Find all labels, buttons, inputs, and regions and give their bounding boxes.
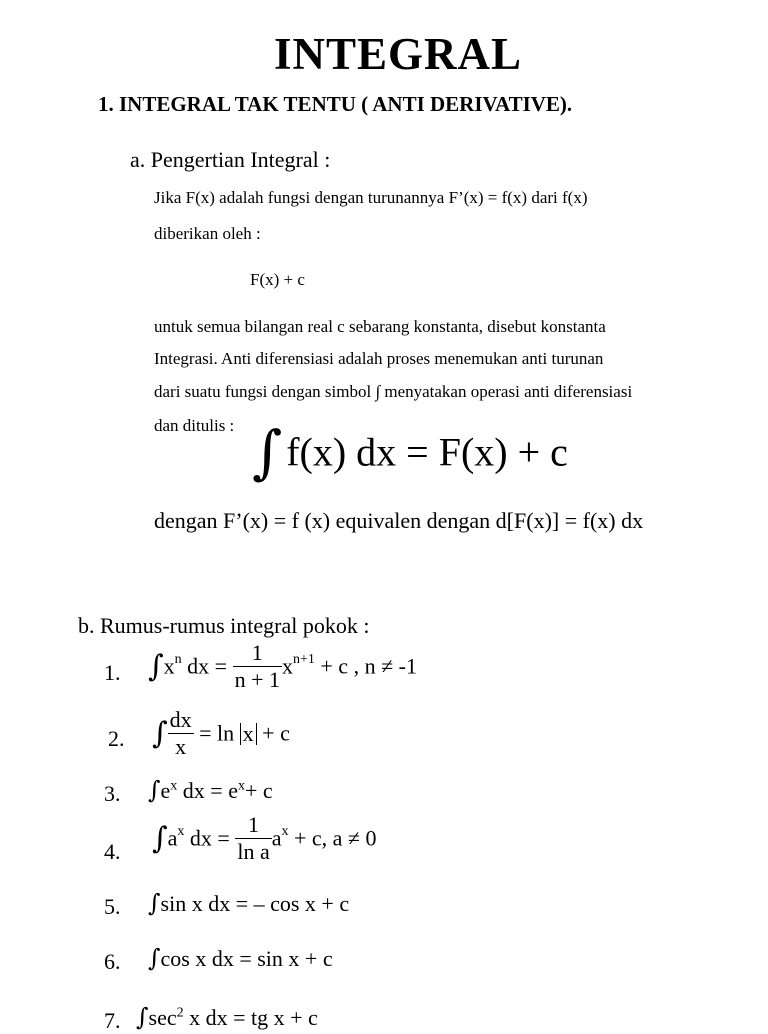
formula-term: + c , n ≠ -1: [314, 653, 417, 679]
absolute-value: x: [240, 723, 257, 745]
formula-number: 6.: [104, 949, 121, 974]
formula-7: [136, 1003, 318, 1031]
paragraph-line: Jika F(x) adalah fungsi dengan turunannya F’(x) = f(x) dari f(x): [154, 188, 588, 207]
formula-term: sin x dx = – cos x + c: [160, 891, 350, 916]
formula-term: sec: [148, 1005, 177, 1030]
formula-6: [148, 944, 333, 972]
integral-sign-icon: ∫: [136, 1003, 149, 1031]
fraction-numerator: 1: [251, 640, 263, 665]
section-heading: 1. INTEGRAL TAK TENTU ( ANTI DERIVATIVE).: [98, 92, 573, 116]
paragraph-line: untuk semua bilangan real c sebarang konstanta, disebut konstanta: [154, 317, 606, 336]
formula-term: cos x dx = sin x + c: [160, 946, 333, 971]
formula-4: [152, 812, 377, 865]
formula-exponent: x: [237, 778, 245, 794]
main-integral-formula: [252, 418, 568, 486]
formula-number: 5.: [104, 894, 121, 919]
equivalence-statement: dengan F’(x) = f (x) equivalen dengan d[F(x)] = f(x) dx: [154, 508, 644, 533]
paragraph-line: dari suatu fungsi dengan simbol ∫ menyatakan operasi anti diferensiasi: [154, 382, 633, 401]
integral-sign-icon: ∫: [252, 418, 283, 486]
fraction-denominator: x: [168, 733, 194, 760]
formula-3: [148, 776, 273, 804]
fraction: [233, 640, 282, 693]
formula-exponent: x: [281, 824, 289, 840]
formula-body: f(x) dx = F(x) + c: [286, 429, 568, 475]
formula-exponent: x: [170, 778, 178, 794]
formula-term: dx =: [184, 825, 230, 851]
formula-term: e: [160, 778, 171, 803]
fraction-numerator: 1: [248, 812, 260, 837]
formula-term: = ln: [193, 720, 235, 746]
integral-sign-icon: ∫: [148, 776, 161, 804]
formula-number: 7.: [104, 1008, 121, 1033]
formula-term: dx = e: [177, 778, 238, 803]
formula-term: + c: [256, 720, 290, 746]
formula-5: [148, 889, 349, 917]
integral-sign-icon: ∫: [152, 716, 168, 751]
formula-exponent: n: [174, 652, 182, 668]
formula-exponent: 2: [176, 1005, 184, 1021]
formula-term: x dx = tg x + c: [183, 1005, 318, 1030]
formula-term: a: [271, 825, 282, 851]
formula-term: dx =: [181, 653, 228, 679]
formula-exponent: n+1: [292, 652, 315, 668]
formula-exponent: x: [177, 824, 185, 840]
paragraph-line: Integrasi. Anti diferensiasi adalah proses menemukan anti turunan: [154, 349, 604, 368]
integral-sign-icon: ∫: [148, 649, 164, 684]
formula-term: x: [163, 653, 175, 679]
page-title: INTEGRAL: [273, 29, 523, 79]
fraction-numerator: dx: [169, 707, 192, 732]
formula-1: [148, 640, 417, 693]
integral-sign-icon: ∫: [148, 944, 161, 972]
integral-sign-icon: ∫: [152, 821, 168, 856]
formula-term: x: [281, 653, 293, 679]
antiderivative-expression: F(x) + c: [250, 270, 305, 289]
subsection-b-heading: b. Rumus-rumus integral pokok :: [78, 613, 370, 638]
formula-number: 3.: [104, 781, 121, 806]
fraction-denominator: n + 1: [234, 667, 280, 692]
fraction: [168, 707, 194, 760]
formula-term: + c: [244, 778, 273, 803]
formula-number: 1.: [104, 660, 121, 685]
formula-number: 4.: [104, 839, 121, 864]
paragraph-line: dan ditulis :: [154, 416, 235, 435]
paragraph-line: diberikan oleh :: [154, 224, 261, 243]
fraction-denominator: ln a: [237, 839, 270, 864]
formula-number: 2.: [108, 726, 125, 751]
fraction: [235, 812, 271, 865]
formula-term: a: [167, 825, 178, 851]
formula-term: + c, a ≠ 0: [288, 825, 377, 851]
formula-2: [152, 707, 290, 760]
subsection-a-heading: a. Pengertian Integral :: [130, 147, 331, 172]
integral-sign-icon: ∫: [148, 889, 161, 917]
